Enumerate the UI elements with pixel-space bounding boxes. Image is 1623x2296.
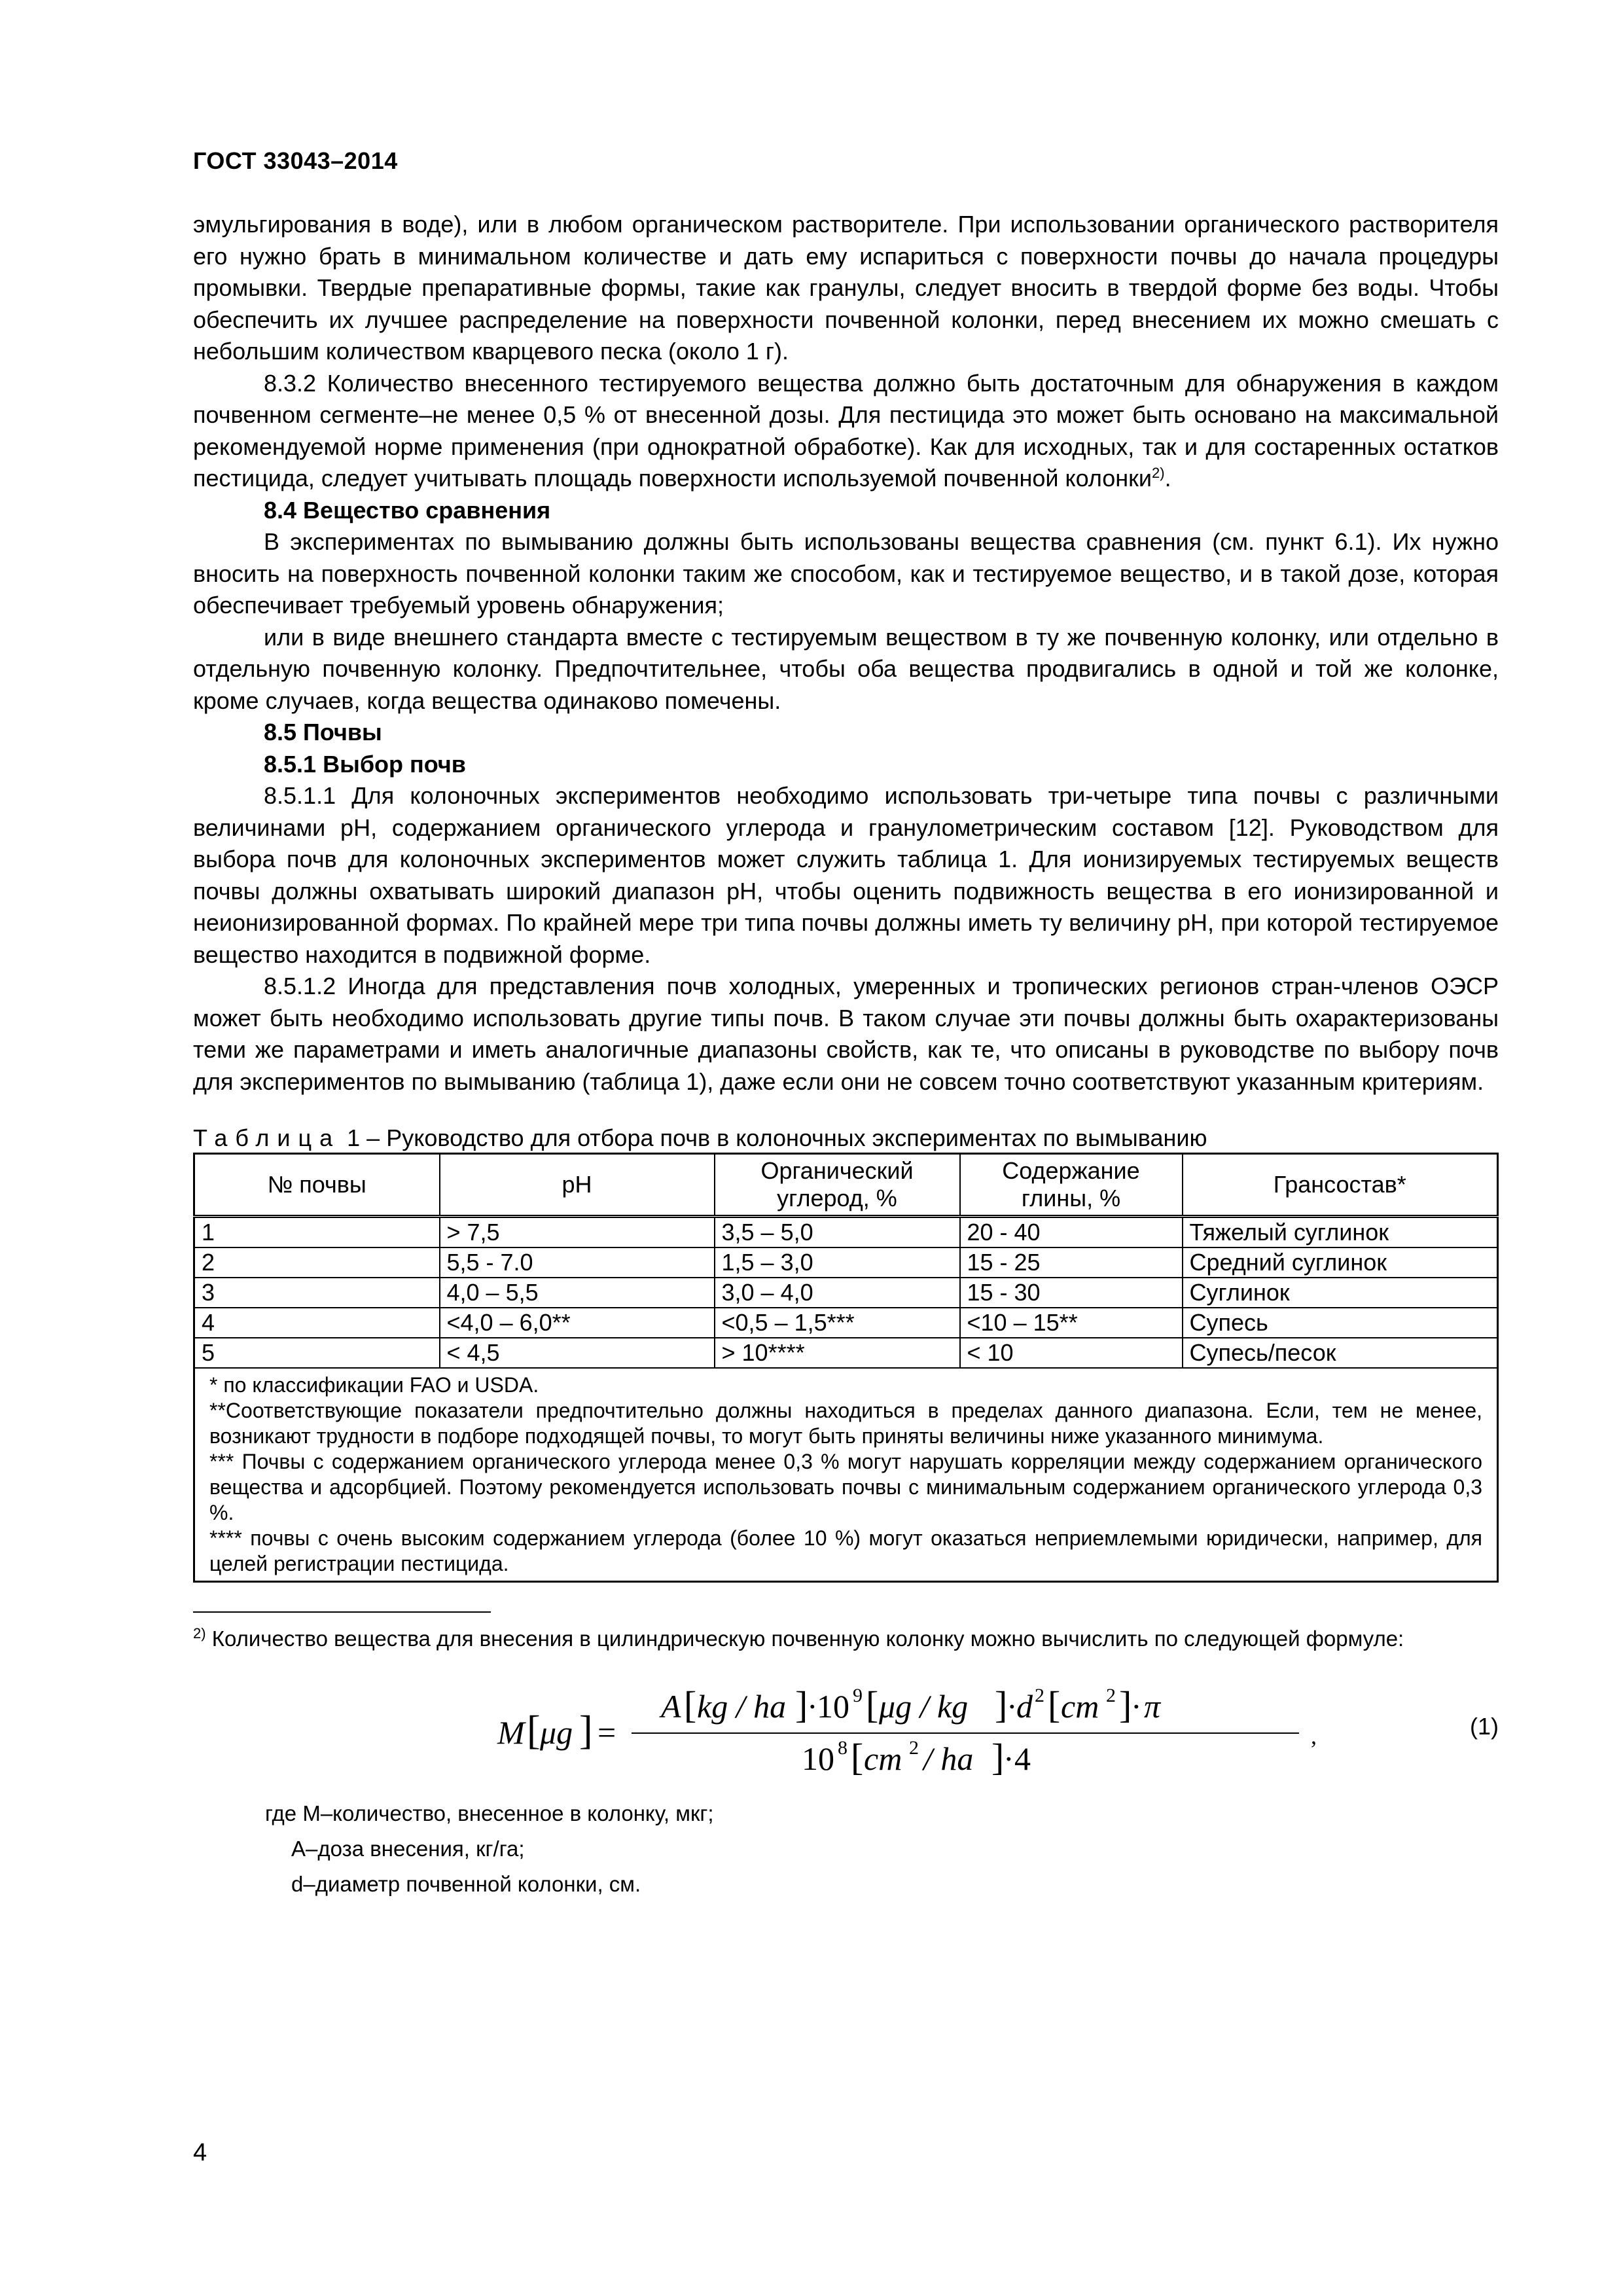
table-cell: Супесь/песок — [1183, 1338, 1498, 1368]
table-cell: 2 — [194, 1247, 440, 1278]
svg-text:kg / ha: kg / ha — [697, 1688, 787, 1725]
svg-text:2: 2 — [1106, 1685, 1116, 1706]
footnote: $^{2)}$ Количество вещества для внесения в цилиндрическую почвенную колонку можно вычислить по следующей формуле: — [193, 1625, 1404, 1651]
svg-text:10: 10 — [817, 1688, 849, 1725]
table-cell: 1,5 – 3,0 — [715, 1247, 960, 1278]
table-header-cell: Содержание глины, % — [960, 1154, 1183, 1217]
table-note: **** почвы с очень высоким содержанием углерода (более 10 %) могут оказаться неприемлемыми юридически, например, для целей регистрации пестицида. — [209, 1526, 1482, 1575]
table-cell: 3 — [194, 1278, 440, 1308]
svg-text:2: 2 — [1035, 1685, 1044, 1706]
table-header-row — [194, 1154, 1498, 1217]
paragraph-continuation: эмульгирования в воде), или в любом органическом растворителе. При использовании органического растворителя его нужно брать в минимальном количестве и дать ему испариться с поверхности почвы до начала процедуры промывки. Твердые препаративные формы, такие как гранулы, следует вносить в твердой форме без воды. Чтобы обеспечить их лучшее распределение на поверхности почвенной колонки, перед внесением их можно смешать с небольшим количеством кварцевого песка (около 1 г). — [193, 211, 1499, 365]
legend-line: d–диаметр почвенной колонки, см. — [291, 1872, 641, 1896]
svg-text:[: [ — [1048, 1683, 1061, 1726]
legend-line: А–доза внесения, кг/га; — [291, 1837, 525, 1861]
table-cell: > 10**** — [715, 1338, 960, 1368]
svg-text:[: [ — [684, 1683, 697, 1726]
svg-text:d: d — [1016, 1688, 1033, 1725]
footnote-marker: 2) — [193, 1625, 206, 1641]
svg-text:A: A — [661, 1688, 681, 1725]
paragraph-8-5-1-2: 8.5.1.2 Иногда для представления почв холодных, умеренных и тропических регионов стран-членов ОЭСР может быть необходимо использовать другие типы почв. В таком случае эти почвы должны быть охарактеризованы теми же параметрами и иметь аналогичные диапазоны свойств, как те, что описаны в руководстве по выбору почв для экспериментов по вымыванию (таблица 1), даже если они не совсем точно соответствуют указанным критериям. — [193, 973, 1499, 1095]
table-row — [194, 1278, 1498, 1308]
table-cell: Средний суглинок — [1183, 1247, 1498, 1278]
table-cell: 15 - 30 — [960, 1278, 1183, 1308]
formula-legend — [193, 1796, 1499, 1902]
svg-text:·: · — [1131, 1688, 1142, 1725]
paragraph-8-4-a: В экспериментах по вымыванию должны быть использованы вещества сравнения (см. пункт 6.1). Их нужно вносить на поверхность почвенной колонки таким же способом, как и тестируемое вещество, и в такой дозе, которая обеспечивает требуемый уровень обнаружения; — [193, 528, 1499, 619]
svg-text:cm: cm — [1061, 1688, 1099, 1725]
table-header-cell: рН — [440, 1154, 715, 1217]
table-note: * по классификации FAO и USDA. — [209, 1373, 539, 1397]
table-cell: Тяжелый суглинок — [1183, 1217, 1498, 1248]
table-cell: <10 – 15** — [960, 1308, 1183, 1338]
table-header-cell: Грансостав* — [1183, 1154, 1498, 1217]
svg-text:]: ] — [991, 1736, 1005, 1778]
svg-text:,: , — [1311, 1723, 1317, 1749]
table-cell: Супесь — [1183, 1308, 1498, 1338]
table-caption: Таблица 1 – Руководство для отбора почв в колоночных экспериментах по вымыванию — [193, 1124, 1207, 1151]
table-cell: 20 - 40 — [960, 1217, 1183, 1248]
svg-text:[: [ — [866, 1683, 879, 1726]
section-heading-8-4: 8.4 Вещество сравнения — [264, 496, 551, 524]
svg-text:9: 9 — [853, 1685, 863, 1706]
svg-text:=: = — [597, 1714, 616, 1751]
table-cell: 5 — [194, 1338, 440, 1368]
svg-text:10: 10 — [802, 1740, 834, 1777]
svg-text:μg / kg: μg / kg — [879, 1688, 969, 1725]
paragraph-8-3-2: 8.3.2 Количество внесенного тестируемого вещества должно быть достаточным для обнаружения в каждом почвенном сегменте–не менее 0,5 % от внесенной дозы. Для пестицида это может быть основано на максимальной рекомендуемой норме применения (при однократной обработке). Как для исходных, так и для состаренных остатков пестицида, следует учитывать площадь поверхности используемой почвенной колонки$^{2)}$. — [193, 369, 1499, 492]
table-cell: < 10 — [960, 1338, 1183, 1368]
paragraph-8-4-b: или в виде внешнего стандарта вместе с тестируемым веществом в ту же почвенную колонку, или отдельно в отдельную почвенную колонку. Предпочтительнее, чтобы оба вещества продвигались в одной и той же колонке, кроме случаев, когда вещества одинаково помечены. — [193, 623, 1499, 714]
table-cell: < 4,5 — [440, 1338, 715, 1368]
svg-text:[: [ — [851, 1736, 864, 1778]
svg-text:]: ] — [1119, 1683, 1132, 1726]
table-row — [194, 1338, 1498, 1368]
table-cell: 4 — [194, 1308, 440, 1338]
table-cell: 4,0 – 5,5 — [440, 1278, 715, 1308]
table-row — [194, 1308, 1498, 1338]
svg-text:]: ] — [579, 1708, 593, 1753]
document-page — [193, 147, 1499, 1902]
table-notes — [194, 1368, 1498, 1582]
soil-selection-table — [193, 1153, 1499, 1583]
table-cell: 1 — [194, 1217, 440, 1248]
svg-text:2: 2 — [909, 1737, 919, 1759]
svg-text:[: [ — [527, 1708, 541, 1753]
svg-text:cm: cm — [864, 1740, 902, 1777]
table-header-cell: Органический углерод, % — [715, 1154, 960, 1217]
table-row — [194, 1247, 1498, 1278]
page-number: 4 — [193, 2139, 207, 2166]
svg-text:·: · — [1003, 1740, 1014, 1777]
formula-lhs-unit: μg — [540, 1714, 573, 1751]
table-notes-row — [194, 1368, 1498, 1582]
table-note: **Соответствующие показатели предпочтительно должны находиться в пределах данного диапазона. Если, тем не менее, возникают трудности в подборе подходящей почвы, то могут быть приняты величины ниже указанного минимума. — [209, 1399, 1482, 1448]
document-header: ГОСТ 33043–2014 — [193, 147, 398, 174]
footnote-reference: 2) — [1152, 465, 1165, 481]
formula-lhs: M — [497, 1714, 525, 1751]
formula-number: (1) — [1470, 1713, 1499, 1740]
svg-text:·: · — [807, 1688, 818, 1725]
svg-text:·: · — [1007, 1688, 1018, 1725]
table-cell: 5,5 - 7.0 — [440, 1247, 715, 1278]
paragraph-8-5-1-1: 8.5.1.1 Для колоночных экспериментов необходимо использовать три-четыре типа почвы с различными величинами рН, содержанием органического углерода и гранулометрическим составом [12]. Руководством для выбора почв для колоночных экспериментов может служить таблица 1. Для ионизируемых тестируемых веществ почвы должны охватывать широкий диапазон рН, чтобы оценить подвижность вещества в его ионизированной и неионизированной формах. По крайней мере три типа почвы должны иметь ту величину рН, при которой тестируемое вещество находится в подвижной форме. — [193, 782, 1499, 968]
section-heading-8-5-1: 8.5.1 Выбор почв — [264, 750, 466, 778]
table-header-cell: № почвы — [194, 1154, 440, 1217]
svg-text:]: ] — [995, 1683, 1008, 1726]
svg-text:8: 8 — [838, 1737, 847, 1759]
legend-line: где М–количество, внесенное в колонку, мкг; — [265, 1801, 714, 1825]
table-cell: > 7,5 — [440, 1217, 715, 1248]
table-cell: <0,5 – 1,5*** — [715, 1308, 960, 1338]
table-cell: 15 - 25 — [960, 1247, 1183, 1278]
table-cell: Суглинок — [1183, 1278, 1498, 1308]
body-text — [193, 209, 1499, 1098]
svg-text:π: π — [1144, 1688, 1161, 1725]
svg-text:4: 4 — [1014, 1740, 1031, 1777]
table-note: *** Почвы с содержанием органического углерода менее 0,3 % могут нарушать корреляции между содержанием органического вещества и адсорбцией. Поэтому рекомендуется использовать почвы с минимальным содержанием органического углерода 0,3 %. — [209, 1450, 1482, 1524]
table-cell: 3,5 – 5,0 — [715, 1217, 960, 1248]
table-cell: 3,0 – 4,0 — [715, 1278, 960, 1308]
footnote-separator — [193, 1611, 491, 1613]
formula — [494, 1683, 1345, 1782]
table-cell: <4,0 – 6,0** — [440, 1308, 715, 1338]
section-heading-8-5: 8.5 Почвы — [264, 719, 382, 745]
table-row — [194, 1217, 1498, 1248]
svg-text:/ ha: / ha — [923, 1740, 974, 1777]
svg-text:]: ] — [795, 1683, 808, 1726]
formula-block — [193, 1683, 1499, 1782]
